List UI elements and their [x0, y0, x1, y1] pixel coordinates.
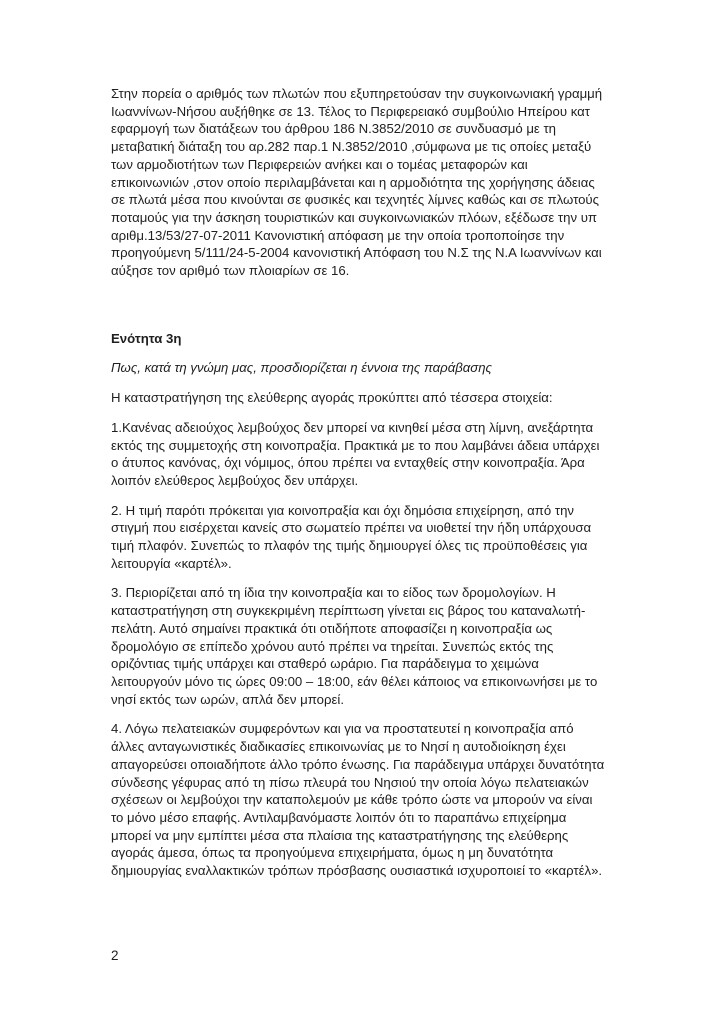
text-line: Ιωαννίνων-Νήσου αυξήθηκε σε 13. Τέλος το Περιφερειακό συμβούλιο Ηπείρου κατ: [111, 103, 590, 119]
text-line: πελάτη. Αυτό σημαίνει πρακτικά ότι οτιδήποτε αποφασίζει η κοινοπραξία ως: [111, 620, 553, 636]
text-line: αύξησε τον αριθμό των πλοιαρίων σε 16.: [111, 263, 350, 279]
intro-paragraph: [111, 85, 631, 280]
text-line: λειτουργία «καρτέλ».: [111, 555, 232, 571]
text-line: ο άτυπος κανόνας, όχι νόμιμος, όπου πρέπει να ενταχθείς στην κοινοπραξία. Άρα: [111, 455, 585, 471]
text-line: μεταβατική διάταξη του αρ.282 παρ.1 Ν.3852/2010 ,σύμφωνα με τις οποίες μεταξύ: [111, 139, 592, 155]
text-line: 2. Η τιμή παρότι πρόκειται για κοινοπραξία και όχι δημόσια επιχείρηση, από την: [111, 502, 574, 518]
text-line: καταστρατήγηση στη συγκεκριμένη περίπτωση γίνεται εις βάρος του καταναλωτή-: [111, 603, 586, 619]
text-line: άλλες ανταγωνιστικές διαδικασίες επικοινωνίας με το Νησί η αυτοδιοίκηση έχει: [111, 739, 566, 755]
text-line: προηγούμενη 5/111/24-5-2004 κανονιστική Απόφαση του Ν.Σ της Ν.Α Ιωαννίνων και: [111, 245, 602, 261]
text-line: εκτός της συμμετοχής στη κοινοπραξία. Πρακτικά με το που λαμβάνει άδεια υπάρχει: [111, 437, 600, 453]
text-line: λειτουργούν μόνο τις ώρες 09:00 – 18:00, εάν θέλει κάποιος να επικοινωνήσει με το: [111, 673, 598, 689]
text-line: σε πλωτά μέσα που κινούνται σε φυσικές και τεχνητές λίμνες καθώς και σε πλωτούς: [111, 192, 599, 208]
text-line: 4. Λόγω πελατειακών συμφερόντων και για να προστατευτεί η κοινοπραξία από: [111, 721, 574, 737]
text-line: 1.Κανένας αδειούχος λεμβούχος δεν μπορεί να κινηθεί μέσα στη λίμνη, ανεξάρτητα: [111, 419, 594, 435]
page-number: 2: [111, 948, 119, 963]
text-line: το μόνο μέσο επαφής. Αντιλαμβανόμαστε λοιπόν ότι το παραπάνω επιχείρημα: [111, 809, 567, 825]
point-2-paragraph: [111, 502, 631, 573]
text-line: απαγορεύσει οποιαδήποτε άλλο τρόπο ένωσης. Για παράδειγμα υπάρχει δυνατότητα: [111, 756, 605, 772]
section-heading: Ενότητα 3η: [111, 330, 182, 346]
text-line: τιμή πλαφόν. Συνεπώς το πλαφόν της τιμής δημιουργεί όλες τις προϋποθέσεις για: [111, 538, 588, 554]
text-line: δρομολόγιο σε επίπεδο χρόνου αυτό πρέπει να τηρείται. Συνεπώς εκτός της: [111, 638, 554, 654]
text-line: Στην πορεία ο αριθμός των πλωτών που εξυπηρετούσαν την συγκοινωνιακή γραμμή: [111, 86, 603, 101]
point-1-paragraph: [111, 419, 631, 490]
point-3-paragraph: [111, 584, 631, 708]
text-line: 3. Περιορίζεται από τη ίδια την κοινοπραξία και το είδος των δρομολογίων. Η: [111, 585, 556, 601]
text-line: οριζόντιας τιμής υπάρχει και σταθερό ωράριο. Για παράδειγμα το χειμώνα: [111, 656, 539, 672]
text-line: ποταμούς για την άσκηση τουριστικών και συγκοινωνιακών πλόων, εξέδωσε την υπ: [111, 209, 598, 225]
document-page: [111, 85, 631, 890]
section-subtitle: Πως, κατά τη γνώμη μας, προσδιορίζεται η έννοια της παράβασης: [111, 360, 492, 376]
point-4-paragraph: [111, 720, 631, 879]
text-line: των αρμοδιοτήτων των Περιφερειών ανήκει και ο τομέας μεταφορών και: [111, 156, 528, 172]
text-line: στιγμή που εισέρχεται κανείς στο σωματείο πρέπει να υιοθετεί την ήδη υπάρχουσα: [111, 520, 592, 536]
text-line: εφαρμογή των διατάξεων του άρθρου 186 Ν.3852/2010 σε συνδυασμό με τη: [111, 121, 557, 137]
text-line: μπορεί να μην εμπίπτει μέσα στα πλαίσια της καταστρατήγησης της ελεύθερης: [111, 827, 569, 843]
lead-paragraph: Η καταστρατήγηση της ελεύθερης αγοράς προκύπτει από τέσσερα στοιχεία:: [111, 390, 553, 406]
text-line: σχέσεων οι λεμβούχοι την καταπολεμούν με κάθε τρόπο ώστε να μπορούν να είναι: [111, 792, 593, 808]
text-line: λοιπόν ελεύθερος λεμβούχος δεν υπάρχει.: [111, 472, 359, 488]
text-line: αριθμ.13/53/27-07-2011 Κανονιστική απόφαση με την οποία τροποποίησε την: [111, 227, 565, 243]
text-line: δημιουργίας εναλλακτικών τρόπων πρόσβασης ουσιαστικά ισχυροποιεί το «καρτέλ».: [111, 863, 603, 879]
text-line: σύνδεσης γέφυρας από τη πίσω πλευρά του Νησιού την οποία λόγω πελατειακών: [111, 774, 589, 790]
text-line: αγοράς άμεσα, όπως τα προηγούμενα επιχειρήματα, όμως η μη δυνατότητα: [111, 845, 554, 861]
text-line: νησί εκτός των ωρών, απλά δεν μπορεί.: [111, 691, 344, 707]
text-line: επικοινωνιών ,στον οποίο περιλαμβάνεται και η αρμοδιότητα της χορήγησης άδειας: [111, 174, 595, 190]
